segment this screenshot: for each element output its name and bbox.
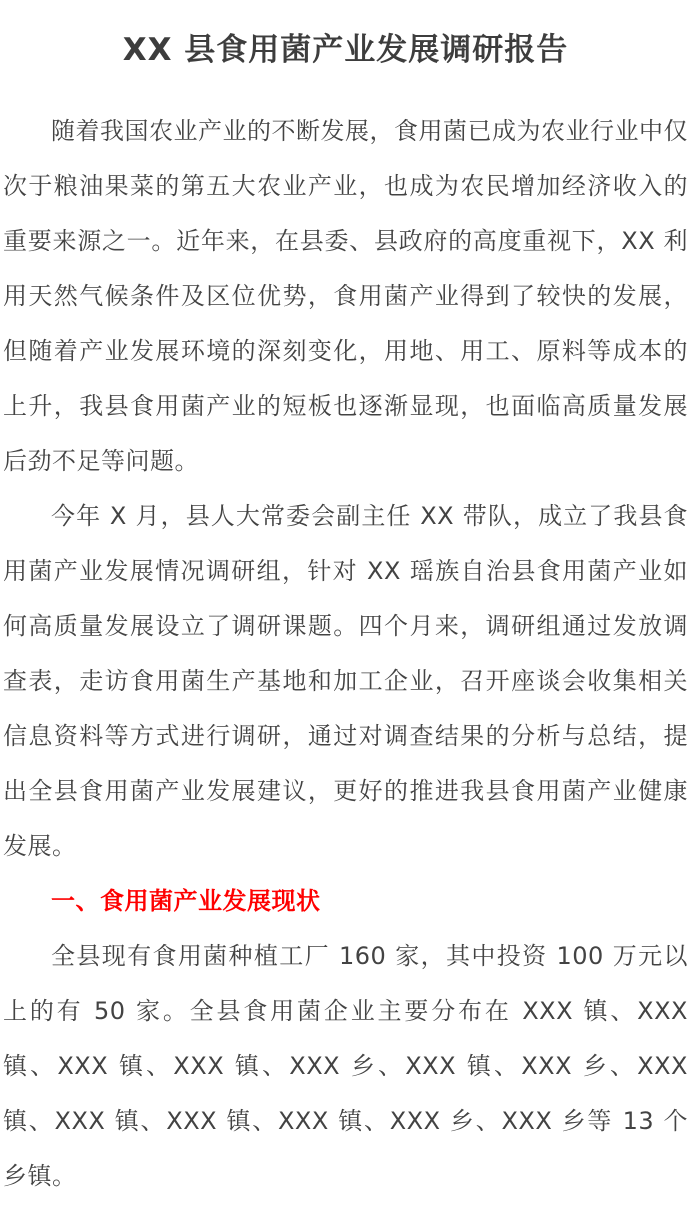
paragraph-industry-statistics: 全县现有食用菌种植工厂 160 家，其中投资 100 万元以上的有 50 家。全县食用菌企业主要分布在 XXX 镇、XXX 镇、XXX 镇、XXX 镇、XXX 乡、XXX 镇、XXX 乡、XXX 镇、XXX 镇、XXX 镇、XXX 镇、XXX 乡、XXX 乡等 13 个乡镇。 (3, 942, 688, 1190)
section-heading-industry-status: 一、食用菌产业发展现状 (51, 887, 321, 915)
document-title: XX 县食用菌产业发展调研报告 (122, 32, 569, 68)
paragraph-survey-background: 今年 X 月，县人大常委会副主任 XX 带队，成立了我县食用菌产业发展情况调研组，针对 XX 瑶族自治县食用菌产业如何高质量发展设立了调研课题。四个月来，调研组通过发放调查表，走访食用菌生产基地和加工企业，召开座谈会收集相关信息资料等方式进行调研，通过对调查结果的分析与总结，提出全县食用菌产业发展建议，更好的推进我县食用菌产业健康发展。 (3, 502, 688, 860)
paragraph-intro: 随着我国农业产业的不断发展，食用菌已成为农业行业中仅次于粮油果菜的第五大农业产业，也成为农民增加经济收入的重要来源之一。近年来，在县委、县政府的高度重视下，XX 利用天然气候条件及区位优势，食用菌产业得到了较快的发展，但随着产业发展环境的深刻变化，用地、用工、原料等成本的上升，我县食用菌产业的短板也逐渐显现，也面临高质量发展后劲不足等问题。 (3, 117, 688, 475)
